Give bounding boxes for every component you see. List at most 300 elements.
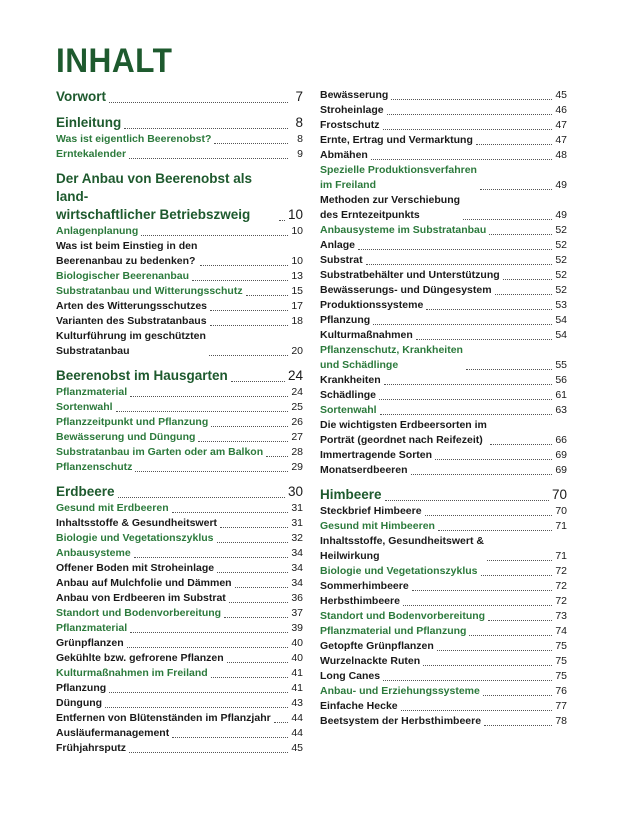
toc-page-number: 63 [555,404,567,416]
dot-leader [217,542,288,543]
toc-page-number: 41 [291,667,303,679]
toc-chapter[interactable] [56,114,303,132]
toc-page-number: 52 [555,269,567,281]
toc-section[interactable] [56,621,303,636]
toc-page-number: 24 [287,368,303,383]
toc-entry-title: Anlagenplanung [56,225,139,237]
toc-page-number: 39 [291,622,303,634]
toc-section[interactable] [56,132,303,147]
dot-leader [438,530,552,531]
dot-leader [425,515,552,516]
dot-leader [423,665,552,666]
toc-section[interactable] [320,624,567,639]
toc-section[interactable] [56,400,303,415]
toc-entry-title: Grünpflanzen [56,637,124,649]
toc-entry-title: Düngung [56,697,103,709]
toc-page-number: 32 [291,532,303,544]
dot-leader [109,102,288,103]
dot-leader [383,129,552,130]
toc-chapter[interactable] [56,170,303,224]
toc-section[interactable] [320,564,567,579]
dot-leader [210,325,288,326]
dot-leader [411,474,552,475]
toc-page-number: 54 [555,329,567,341]
section-gap [56,475,303,483]
dot-leader [130,396,288,397]
toc-column-right [320,88,567,729]
toc-subsection[interactable] [320,253,567,268]
toc-section[interactable] [320,403,567,418]
toc-section[interactable] [320,519,567,534]
dot-leader [192,280,288,281]
dot-leader [401,710,552,711]
toc-page-number: 72 [555,580,567,592]
toc-subsection[interactable] [320,103,567,118]
toc-page-number: 52 [555,254,567,266]
toc-page-number: 73 [555,610,567,622]
dot-leader [391,99,552,100]
toc-page-number: 61 [555,389,567,401]
toc-entry-title: Inhaltsstoffe & Gesundheitswert [56,517,218,529]
dot-leader [371,159,552,160]
dot-leader [279,220,285,221]
toc-page-number: 72 [555,595,567,607]
toc-page-number: 31 [291,502,303,514]
toc-subsection[interactable] [320,463,567,478]
toc-entry-title: Abmähen [320,149,368,161]
toc-section[interactable] [56,666,303,681]
toc-entry-title: Anbau- und Erziehungssysteme [320,685,480,697]
toc-section[interactable] [56,531,303,546]
dot-leader [224,617,288,618]
toc-subsection[interactable] [56,651,303,666]
toc-subsection[interactable] [56,636,303,651]
toc-entry-title: Kulturmaßnahmen im Freiland [56,667,208,679]
toc-entry-title: Bewässerung [320,89,389,101]
toc-section[interactable] [320,223,567,238]
dot-leader [227,662,288,663]
toc-page-number: 20 [291,345,303,357]
toc-section[interactable] [56,284,303,299]
toc-subsection[interactable] [320,283,567,298]
toc-subsection[interactable] [56,681,303,696]
toc-entry-title: Substratanbau und Witterungsschutz [56,285,243,297]
toc-chapter[interactable] [56,483,303,501]
toc-entry-title: Steckbrief Himbeere [320,505,422,517]
toc-subsection[interactable] [56,329,303,359]
toc-chapter[interactable] [56,88,303,106]
dot-leader [118,497,285,498]
toc-entry-title: Einleitung [56,115,122,130]
toc-entry-title: Bewässerungs- und Düngesystem [320,284,492,296]
toc-subsection[interactable] [320,313,567,328]
toc-subsection[interactable] [56,576,303,591]
toc-entry-title: Vorwort [56,89,106,104]
toc-entry-title: Standort und Bodenvorbereitung [56,607,222,619]
toc-entry-title: Biologie und Vegetationszyklus [56,532,214,544]
dot-leader [495,294,552,295]
toc-entry-title: Gesund mit Erdbeeren [56,502,169,514]
toc-page-number: 34 [291,562,303,574]
dot-leader [217,572,288,573]
dot-leader [116,411,288,412]
toc-entry-title: Methoden zur Verschiebung des Erntezeitpunkts [320,194,461,221]
toc-page-number: 9 [297,148,303,160]
toc-page-number: 69 [555,464,567,476]
dot-leader [210,310,288,311]
toc-entry-title: Standort und Bodenvorbereitung [320,610,486,622]
toc-page-number: 40 [291,637,303,649]
dot-leader [134,557,288,558]
toc-page-number: 41 [291,682,303,694]
toc-page-number: 70 [555,505,567,517]
toc-entry-title: Spezielle Produktionsverfahren im Freiland [320,164,477,191]
toc-entry-title: Substratanbau im Garten oder am Balkon [56,446,264,458]
toc-page-number: 40 [291,652,303,664]
toc-page-number: 53 [555,299,567,311]
toc-entry-title: Pflanzenschutz, Krankheiten und Schädlinge [320,344,463,371]
toc-page-number: 49 [555,179,567,191]
dot-leader [220,527,288,528]
toc-entry-title: Long Canes [320,670,381,682]
dot-leader [211,677,288,678]
toc-entry-title: Pflanzmaterial [56,386,128,398]
dot-leader [274,722,288,723]
toc-page-number: 77 [555,700,567,712]
toc-entry-title: Entfernen von Blütenständen im Pflanzjahr [56,712,271,724]
dot-leader [127,647,288,648]
toc-section[interactable] [56,415,303,430]
toc-subsection[interactable] [320,118,567,133]
toc-page-number: 52 [555,239,567,251]
toc-page-number: 43 [291,697,303,709]
dot-leader [366,264,552,265]
dot-leader [503,279,552,280]
toc-page-number: 76 [555,685,567,697]
dot-leader [416,339,552,340]
dot-leader [200,265,288,266]
toc-entry-title: Schädlinge [320,389,377,401]
toc-entry-title: Der Anbau von Beerenobst als land- wirtschaftlicher Betriebszweig [56,171,253,222]
toc-subsection[interactable] [320,534,567,564]
toc-subsection[interactable] [320,418,567,448]
dot-leader [229,602,288,603]
dot-leader [383,680,552,681]
toc-subsection[interactable] [56,741,303,756]
toc-page-number: 49 [555,209,567,221]
toc-section[interactable] [56,606,303,621]
toc-page-number: 78 [555,715,567,727]
toc-page-number: 56 [555,374,567,386]
toc-page-number: 24 [291,386,303,398]
toc-entry-title: Substratbehälter und Unterstützung [320,269,500,281]
dot-leader [211,426,288,427]
toc-section[interactable] [56,501,303,516]
toc-page-number: 37 [291,607,303,619]
toc-page-number: 47 [555,134,567,146]
dot-leader [403,605,552,606]
toc-page-number: 75 [555,670,567,682]
toc-entry-title: Varianten des Substratanbaus [56,315,207,327]
toc-subsection[interactable] [320,654,567,669]
toc-page-number: 69 [555,449,567,461]
toc-section[interactable] [56,269,303,284]
section-gap [56,106,303,114]
dot-leader [488,620,552,621]
dot-leader [435,459,552,460]
dot-leader [476,144,552,145]
toc-page-number: 75 [555,655,567,667]
toc-section[interactable] [56,147,303,162]
dot-leader [426,309,552,310]
toc-subsection[interactable] [320,328,567,343]
toc-entry-title: Produktionssysteme [320,299,424,311]
toc-entry-title: Was ist beim Einstieg in den Beerenanbau zu bedenken? [56,240,198,267]
toc-section[interactable] [56,460,303,475]
toc-subsection[interactable] [56,726,303,741]
dot-leader [384,384,552,385]
toc-entry-title: Anbau von Erdbeeren im Substrat [56,592,226,604]
toc-section[interactable] [320,609,567,624]
toc-subsection[interactable] [56,516,303,531]
dot-leader [124,128,288,129]
toc-page-number: 15 [291,285,303,297]
toc-subsection[interactable] [320,669,567,684]
dot-leader [172,737,288,738]
toc-entry-title: Gekühlte bzw. gefrorene Pflanzen [56,652,224,664]
toc-entry-title: Immertragende Sorten [320,449,433,461]
toc-entry-title: Pflanzzeitpunkt und Pflanzung [56,416,209,428]
toc-section[interactable] [56,546,303,561]
toc-entry-title: Krankheiten [320,374,381,386]
toc-subsection[interactable] [56,239,303,269]
toc-subsection[interactable] [320,639,567,654]
toc-entry-title: Stroheinlage [320,104,384,116]
dot-leader [380,414,552,415]
toc-page-number: 55 [555,359,567,371]
toc-entry-title: Herbsthimbeere [320,595,400,607]
toc-subsection[interactable] [320,88,567,103]
toc-subsection[interactable] [320,594,567,609]
toc-subsection[interactable] [320,238,567,253]
toc-page-number: 54 [555,314,567,326]
toc-entry-title: Pflanzenschutz [56,461,133,473]
toc-page-number: 71 [555,550,567,562]
toc-section[interactable] [56,385,303,400]
dot-leader [141,235,288,236]
page-title: INHALT [56,42,173,80]
toc-entry-title: Anlage [320,239,356,251]
dot-leader [130,632,288,633]
toc-page-number: 31 [291,517,303,529]
toc-entry-title: Ernte, Ertrag und Vermarktung [320,134,473,146]
section-gap [56,359,303,367]
dot-leader [105,707,288,708]
toc-subsection[interactable] [320,133,567,148]
toc-page-number: 45 [555,89,567,101]
dot-leader [135,471,288,472]
dot-leader [373,324,552,325]
toc-page-number: 36 [291,592,303,604]
toc-subsection[interactable] [320,504,567,519]
toc-entry-title: Beetsystem der Herbsthimbeere [320,715,482,727]
toc-entry-title: Wurzelnackte Ruten [320,655,421,667]
toc-entry-title: Offener Boden mit Stroheinlage [56,562,215,574]
toc-subsection[interactable] [56,711,303,726]
toc-entry-title: Pflanzmaterial [56,622,128,634]
toc-entry-title: Anbau auf Mulchfolie und Dämmen [56,577,232,589]
toc-subsection[interactable] [56,561,303,576]
dot-leader [387,114,552,115]
dot-leader [412,590,552,591]
toc-page-number: 18 [291,315,303,327]
toc-entry-title: Inhaltsstoffe, Gesundheitswert & Heilwirkung [320,535,484,562]
dot-leader [487,560,552,561]
toc-page-number: 44 [291,712,303,724]
toc-page-number: 66 [555,434,567,446]
toc-entry-title: Frühjahrsputz [56,742,126,754]
toc-page-number: 26 [291,416,303,428]
toc-subsection[interactable] [320,193,567,223]
dot-leader [481,575,552,576]
dot-leader [129,158,288,159]
dot-leader [484,725,552,726]
toc-page-number: 46 [555,104,567,116]
toc-subsection[interactable] [320,298,567,313]
toc-entry-title: Pflanzung [56,682,107,694]
toc-page-number: 8 [295,115,303,130]
toc-section[interactable] [320,163,567,193]
toc-entry-title: Himbeere [320,487,382,502]
toc-subsection[interactable] [56,696,303,711]
dot-leader [172,512,288,513]
toc-page-number: 48 [555,149,567,161]
toc-page-number: 28 [291,446,303,458]
dot-leader [379,399,552,400]
toc-page-number: 75 [555,640,567,652]
toc-entry-title: Bewässerung und Düngung [56,431,196,443]
toc-subsection[interactable] [320,714,567,729]
toc-entry-title: Anbausysteme [56,547,131,559]
toc-entry-title: Pflanzmaterial und Pflanzung [320,625,467,637]
toc-entry-title: Getopfte Grünpflanzen [320,640,434,652]
section-gap [320,478,567,486]
toc-page-number: 17 [291,300,303,312]
toc-subsection[interactable] [320,148,567,163]
toc-subsection[interactable] [320,373,567,388]
toc-subsection[interactable] [320,448,567,463]
toc-page-number: 27 [291,431,303,443]
toc-entry-title: Gesund mit Himbeeren [320,520,435,532]
toc-page-number: 10 [287,207,303,222]
toc-page-number: 71 [555,520,567,532]
toc-entry-title: Ausläufermanagement [56,727,170,739]
toc-page-number: 74 [555,625,567,637]
toc-entry-title: Sortenwahl [320,404,377,416]
toc-page-number: 70 [551,487,567,502]
dot-leader [385,500,549,501]
toc-entry-title: Einfache Hecke [320,700,398,712]
toc-entry-title: Biologie und Vegetationszyklus [320,565,478,577]
toc-entry-title: Substrat [320,254,363,266]
dot-leader [358,249,552,250]
toc-chapter[interactable] [320,486,567,504]
dot-leader [489,234,552,235]
toc-subsection[interactable] [56,591,303,606]
toc-entry-title: Erntekalender [56,148,127,160]
dot-leader [231,381,285,382]
toc-page-number: 47 [555,119,567,131]
toc-subsection[interactable] [320,579,567,594]
toc-entry-title: Frostschutz [320,119,380,131]
toc-page-number: 10 [291,255,303,267]
toc-column-left [56,88,303,756]
toc-section[interactable] [320,343,567,373]
toc-page-number: 52 [555,224,567,236]
toc-page-number: 45 [291,742,303,754]
toc-entry-title: Pflanzung [320,314,371,326]
toc-page-number: 30 [287,484,303,499]
dot-leader [466,369,552,370]
toc-page-number: 34 [291,577,303,589]
toc-subsection[interactable] [320,268,567,283]
toc-entry-title: Biologischer Beerenanbau [56,270,190,282]
toc-entry-title: Arten des Witterungsschutzes [56,300,208,312]
toc-page-number: 72 [555,565,567,577]
toc-section[interactable] [320,684,567,699]
dot-leader [198,441,288,442]
toc-chapter[interactable] [56,367,303,385]
toc-page-number: 13 [291,270,303,282]
toc-entry-title: Kulturführung im geschützten Substratanbau [56,330,206,357]
dot-leader [109,692,288,693]
toc-page-number: 34 [291,547,303,559]
dot-leader [437,650,552,651]
toc-page-number: 7 [295,89,303,104]
dot-leader [480,189,552,190]
toc-entry-title: Was ist eigentlich Beerenobst? [56,133,212,145]
toc-page-number: 10 [291,225,303,237]
dot-leader [214,143,288,144]
toc-entry-title: Kulturmaßnahmen [320,329,413,341]
toc-entry-title: Erdbeere [56,484,115,499]
toc-page-number: 25 [291,401,303,413]
toc-page-number: 52 [555,284,567,296]
toc-section[interactable] [56,445,303,460]
toc-subsection[interactable] [56,314,303,329]
toc-entry-title: Sommerhimbeere [320,580,409,592]
dot-leader [483,695,552,696]
dot-leader [266,456,288,457]
toc-section[interactable] [56,430,303,445]
toc-subsection[interactable] [56,299,303,314]
toc-subsection[interactable] [320,699,567,714]
toc-section[interactable] [56,224,303,239]
toc-entry-title: Anbausysteme im Substratanbau [320,224,487,236]
dot-leader [129,752,288,753]
toc-entry-title: Beerenobst im Hausgarten [56,368,228,383]
dot-leader [246,295,288,296]
dot-leader [469,635,552,636]
toc-subsection[interactable] [320,388,567,403]
toc-page-number: 29 [291,461,303,473]
toc-page-number: 8 [297,133,303,145]
dot-leader [209,355,288,356]
toc-page-number: 44 [291,727,303,739]
toc-entry-title: Die wichtigsten Erdbeersorten im Porträt (geordnet nach Reifezeit) [320,419,487,446]
dot-leader [490,444,552,445]
dot-leader [235,587,288,588]
